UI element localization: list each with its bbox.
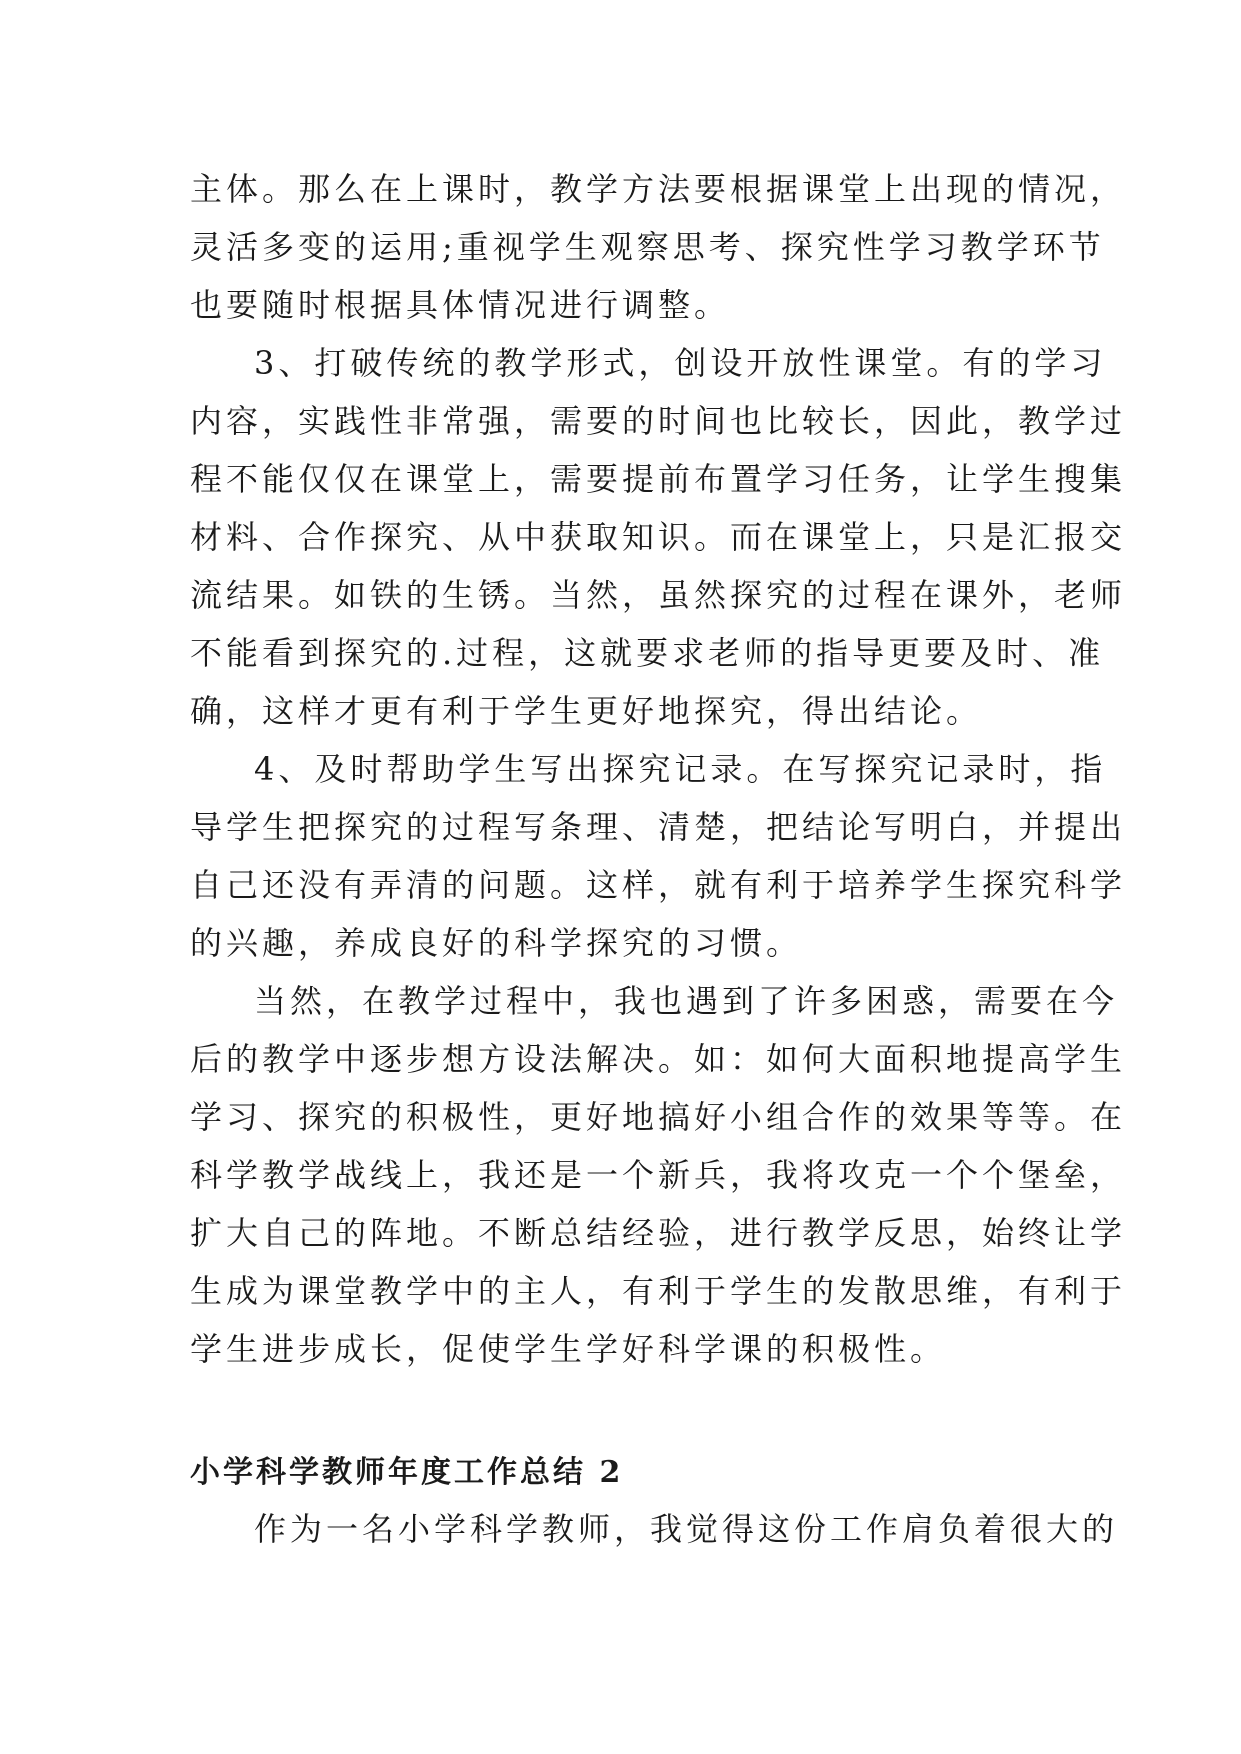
text-line: 确，这样才更有利于学生更好地探究，得出结论。: [190, 692, 983, 730]
section-heading: 小学科学教师年度工作总结 2: [190, 1455, 624, 1490]
text-line: 学习、探究的积极性，更好地搞好小组合作的效果等等。在: [190, 1098, 1127, 1136]
text-line-first: 4、及时帮助学生写出探究记录。在写探究记录时，指: [254, 750, 1107, 788]
paragraph-intro: [190, 1500, 1119, 1558]
text-line: 的兴趣，养成良好的科学探究的习惯。: [190, 924, 803, 962]
paragraph-item-4: [190, 740, 1127, 972]
paragraph-continuation: [190, 160, 1127, 334]
text-line: 也要随时根据具体情况进行调整。: [190, 286, 731, 324]
text-line: 灵活多变的运用;重视学生观察思考、探究性学习教学环节: [190, 228, 1105, 266]
paragraph-conclusion: [190, 972, 1127, 1378]
text-line: 导学生把探究的过程写条理、清楚，把结论写明白，并提出: [190, 808, 1127, 846]
text-line: 流结果。如铁的生锈。当然，虽然探究的过程在课外，老师: [190, 576, 1127, 614]
text-line: 生成为课堂教学中的主人，有利于学生的发散思维，有利于: [190, 1272, 1127, 1310]
text-line-first: 当然，在教学过程中，我也遇到了许多困惑，需要在今: [254, 982, 1119, 1020]
text-line: 后的教学中逐步想方设法解决。如：如何大面积地提高学生: [190, 1040, 1127, 1078]
text-line: 不能看到探究的.过程，这就要求老师的指导更要及时、准: [190, 634, 1105, 672]
text-line: 学生进步成长，促使学生学好科学课的积极性。: [190, 1330, 947, 1368]
text-line-first: 作为一名小学科学教师，我觉得这份工作肩负着很大的: [254, 1510, 1119, 1548]
text-line: 内容，实践性非常强，需要的时间也比较长，因此，教学过: [190, 402, 1127, 440]
text-line: 科学教学战线上，我还是一个新兵，我将攻克一个个堡垒，: [190, 1156, 1127, 1194]
text-line: 主体。那么在上课时，教学方法要根据课堂上出现的情况，: [190, 170, 1127, 208]
text-line: 扩大自己的阵地。不断总结经验，进行教学反思，始终让学: [190, 1214, 1127, 1252]
text-line: 自己还没有弄清的问题。这样，就有利于培养学生探究科学: [190, 866, 1127, 904]
text-line: 材料、合作探究、从中获取知识。而在课堂上，只是汇报交: [190, 518, 1127, 556]
text-line: 程不能仅仅在课堂上，需要提前布置学习任务，让学生搜集: [190, 460, 1127, 498]
document-body: [190, 160, 1127, 1558]
text-line-first: 3、打破传统的教学形式，创设开放性课堂。有的学习: [254, 344, 1107, 382]
paragraph-item-3: [190, 334, 1127, 740]
